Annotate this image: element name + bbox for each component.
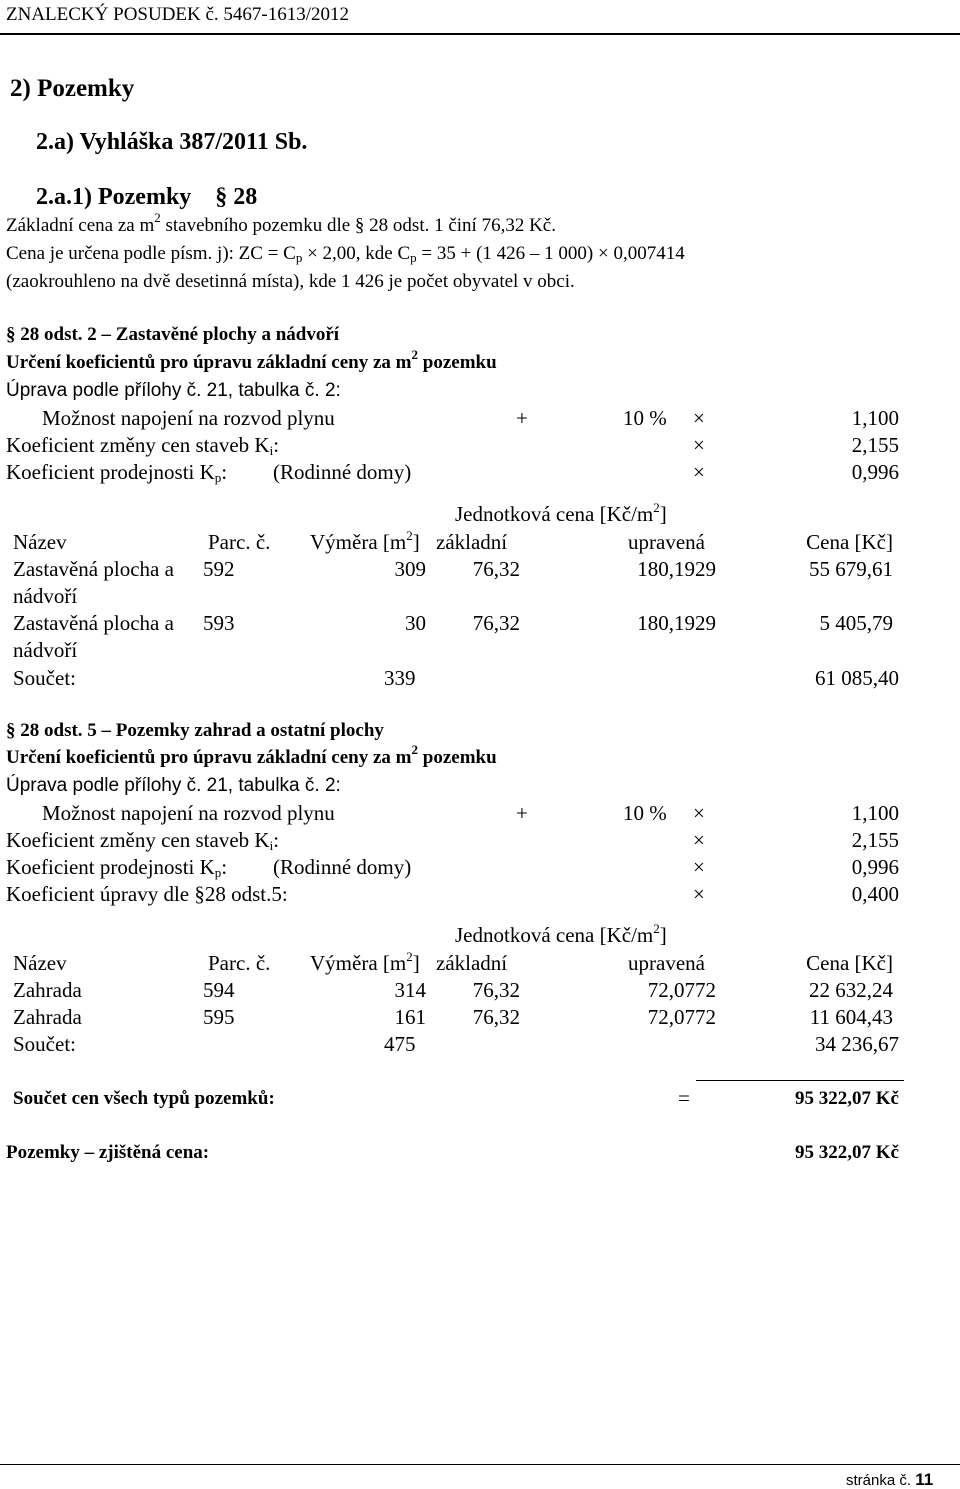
block1-table-group-header: [455, 500, 667, 526]
block2-row1-name: Zahrada: [13, 978, 82, 1002]
block2-col-base: základní: [436, 951, 508, 975]
block2-heading: [6, 721, 384, 740]
block1-row1-name1: Zastavěná plocha a: [13, 557, 174, 581]
block1-note: Úprava podle přílohy č. 21, tabulka č. 2:: [6, 380, 341, 401]
block1-col-price: Cena [Kč]: [806, 530, 893, 554]
block1-row2-price: 5 405,79: [819, 611, 893, 635]
block1-heading: [6, 325, 339, 344]
block2-coeff-3-label: [6, 857, 227, 878]
block1-coeff-3-extra: (Rodinné domy): [273, 460, 412, 484]
block1-coeff-3-op: ×: [693, 460, 705, 484]
intro-line-1: [6, 210, 556, 236]
section-sign-icon: §: [6, 720, 16, 741]
block1-coeff-1-pct: 10 %: [623, 406, 667, 430]
block2-table-group-header: [455, 921, 667, 947]
block2-subheading-sup: 2: [411, 742, 419, 757]
block2-coeff-2-label-a: Koeficient změny cen staveb K: [6, 828, 270, 852]
block2-coeff-3-extra: (Rodinné domy): [273, 855, 412, 879]
block2-note: Úprava podle přílohy č. 21, tabulka č. 2:: [6, 775, 341, 796]
block1-subheading-sup: 2: [411, 347, 419, 362]
block2-row2-base: 76,32: [472, 1005, 520, 1029]
block1-row2-name2: nádvoří: [13, 638, 78, 662]
intro2-b: × 2,00, kde C: [302, 243, 411, 264]
block2-coeff-3-label-b: :: [221, 855, 228, 879]
block1-coeff-1-value: 1,100: [851, 406, 899, 430]
block2-row2-name: Zahrada: [13, 1005, 82, 1029]
block2-coeff-4-op: ×: [693, 882, 705, 906]
block2-subheading: [6, 742, 497, 768]
block1-col-area-sup: 2: [406, 528, 413, 543]
block1-row2-adj: 180,1929: [637, 611, 716, 635]
block1-coeff-3-label: [6, 462, 227, 483]
block1-coeff-1-label: Možnost napojení na rozvod plynu: [42, 406, 335, 430]
block1-coeff-3-value: 0,996: [851, 460, 899, 484]
block1-row1-adj: 180,1929: [637, 557, 716, 581]
block2-row1-price: 22 632,24: [809, 978, 893, 1002]
block1-row2-parc: 593: [203, 611, 235, 635]
block2-total-price: 34 236,67: [815, 1032, 899, 1056]
block2-group-header-a: Jednotková cena [Kč/m: [455, 923, 654, 947]
block2-total-area: 475: [384, 1032, 416, 1056]
intro-line-3: (zaokrouhleno na dvě desetinná místa), kde 1 426 je počet obyvatel v obci.: [6, 271, 575, 292]
block1-subheading-a: Určení koeficientů pro úpravu základní ceny za m: [6, 352, 412, 373]
block1-row2-name1: Zastavěná plocha a: [13, 611, 174, 635]
summary-eq: =: [678, 1086, 690, 1110]
intro1-sup: 2: [154, 210, 161, 225]
block1-col-area-b: ]: [412, 530, 420, 554]
sub2-title-prefix: 2.a.1) Pozemky: [36, 184, 192, 210]
block2-coeff-1-sign: +: [516, 801, 528, 825]
block1-total-label: Součet:: [13, 666, 76, 690]
block1-total-price: 61 085,40: [815, 666, 899, 690]
block1-col-area: [310, 528, 420, 554]
block2-subheading-a: Určení koeficientů pro úpravu základní ceny za m: [6, 747, 412, 768]
intro2-c: = 35 + (1 426 – 1 000) × 0,007414: [416, 243, 685, 264]
block1-col-area-a: Výměra [m: [310, 530, 407, 554]
block2-row2-area: 161: [394, 1005, 426, 1029]
block2-coeff-4-value: 0,400: [851, 882, 899, 906]
section-sign-icon: §: [194, 882, 205, 906]
block2-col-parc: Parc. č.: [208, 951, 271, 975]
block2-coeff-2-label: [6, 830, 279, 851]
sum-rule: [696, 1080, 904, 1081]
block2-heading-text: 28 odst. 5 – Pozemky zahrad a ostatní plochy: [20, 720, 384, 741]
block2-row1-adj: 72,0772: [647, 978, 716, 1002]
block2-col-adj: upravená: [628, 951, 705, 975]
block2-total-label: Součet:: [13, 1032, 76, 1056]
intro-line-2: [6, 244, 685, 263]
block1-row1-price: 55 679,61: [809, 557, 893, 581]
block2-row2-price: 11 604,43: [809, 1005, 893, 1029]
section-title: 2) Pozemky: [10, 75, 135, 102]
block2-col-price: Cena [Kč]: [806, 951, 893, 975]
intro1-b: stavebního pozemku dle: [160, 215, 351, 236]
block1-row2-base: 76,32: [472, 611, 520, 635]
block2-coeff-3-op: ×: [693, 855, 705, 879]
block2-col-area: [310, 949, 420, 975]
block2-coeff-1-op: ×: [693, 801, 705, 825]
block1-coeff-1-op: ×: [693, 406, 705, 430]
block1-coeff-3-label-b: :: [221, 460, 228, 484]
block2-coeff-4-label: [6, 884, 288, 905]
block2-row1-area: 314: [394, 978, 426, 1002]
block1-coeff-1-sign: +: [516, 406, 528, 430]
block2-group-header-b: ]: [659, 923, 667, 947]
block1-col-name: Název: [13, 530, 67, 554]
block1-group-header-sup: 2: [653, 500, 660, 515]
block2-coeff-1-value: 1,100: [851, 801, 899, 825]
block1-col-parc: Parc. č.: [208, 530, 271, 554]
intro1-a: Základní cena za m: [6, 215, 155, 236]
footer-page: [846, 1471, 933, 1488]
block1-col-base: základní: [436, 530, 508, 554]
sub2-title-section: 28: [233, 184, 258, 210]
block2-coeff-3-value: 0,996: [851, 855, 899, 879]
intro2-sub1: p: [295, 250, 303, 265]
block2-coeff-4-label-a: Koeficient úpravy dle: [6, 882, 190, 906]
summary-all-value: 95 322,07 Kč: [795, 1088, 899, 1109]
block2-row1-parc: 594: [203, 978, 235, 1002]
summary-final-value: 95 322,07 Kč: [795, 1142, 899, 1163]
section-sign-icon: §: [6, 324, 16, 345]
block1-coeff-2-op: ×: [693, 433, 705, 457]
intro2-sub2: p: [410, 250, 417, 265]
block1-row1-area: 309: [394, 557, 426, 581]
block1-coeff-2-label-sub: i: [269, 443, 274, 458]
block1-coeff-2-label-b: :: [273, 433, 280, 457]
block2-col-area-a: Výměra [m: [310, 951, 407, 975]
block1-row1-parc: 592: [203, 557, 235, 581]
block2-coeff-3-label-a: Koeficient prodejnosti K: [6, 855, 215, 879]
summary-all-label: Součet cen všech typů pozemků:: [13, 1088, 275, 1109]
block2-row2-parc: 595: [203, 1005, 235, 1029]
block2-coeff-4-label-b: 28 odst.5:: [204, 882, 288, 906]
subsection-title: 2.a) Vyhláška 387/2011 Sb.: [36, 129, 308, 155]
block1-row1-name2: nádvoří: [13, 584, 78, 608]
block2-group-header-sup: 2: [653, 921, 660, 936]
block1-coeff-2-label: [6, 435, 279, 456]
sub2-title: [36, 185, 257, 209]
block2-coeff-2-label-b: :: [273, 828, 280, 852]
block1-group-header-b: ]: [659, 502, 667, 526]
block1-row1-base: 76,32: [472, 557, 520, 581]
footer-page-number: 11: [915, 1470, 934, 1489]
block2-col-name: Název: [13, 951, 67, 975]
block1-total-area: 339: [384, 666, 416, 690]
summary-final-label: Pozemky – zjištěná cena:: [6, 1142, 210, 1163]
block1-row2-area: 30: [405, 611, 426, 635]
intro1-c: 28 odst. 1 činí 76,32 Kč.: [369, 215, 556, 236]
block2-col-area-sup: 2: [406, 949, 413, 964]
block2-row2-adj: 72,0772: [647, 1005, 716, 1029]
block2-coeff-2-value: 2,155: [851, 828, 899, 852]
block1-col-adj: upravená: [628, 530, 705, 554]
document-header-title: ZNALECKÝ POSUDEK č. 5467-1613/2012: [6, 4, 350, 25]
footer-rule: [0, 1464, 960, 1465]
block2-coeff-1-label: Možnost napojení na rozvod plynu: [42, 801, 335, 825]
block1-subheading: [6, 347, 497, 373]
block1-coeff-3-label-sub: p: [214, 470, 222, 485]
footer-page-label: stránka č.: [846, 1472, 912, 1489]
block2-row1-base: 76,32: [472, 978, 520, 1002]
block2-coeff-1-pct: 10 %: [623, 801, 667, 825]
block1-group-header-a: Jednotková cena [Kč/m: [455, 502, 654, 526]
header-rule: [0, 33, 960, 35]
section-sign-icon: §: [354, 215, 365, 236]
block2-coeff-2-op: ×: [693, 828, 705, 852]
block1-coeff-3-label-a: Koeficient prodejnosti K: [6, 460, 215, 484]
block2-col-area-b: ]: [412, 951, 420, 975]
block1-coeff-2-value: 2,155: [851, 433, 899, 457]
section-sign-icon: §: [215, 184, 228, 210]
block1-subheading-b: pozemku: [418, 352, 497, 373]
block1-heading-text: 28 odst. 2 – Zastavěné plochy a nádvoří: [20, 324, 340, 345]
block1-coeff-2-label-a: Koeficient změny cen staveb K: [6, 433, 270, 457]
block2-coeff-3-label-sub: p: [214, 865, 222, 880]
block2-subheading-b: pozemku: [418, 747, 497, 768]
intro2-a: Cena je určena podle písm. j): ZC = C: [6, 243, 296, 264]
block2-coeff-2-label-sub: i: [269, 838, 274, 853]
